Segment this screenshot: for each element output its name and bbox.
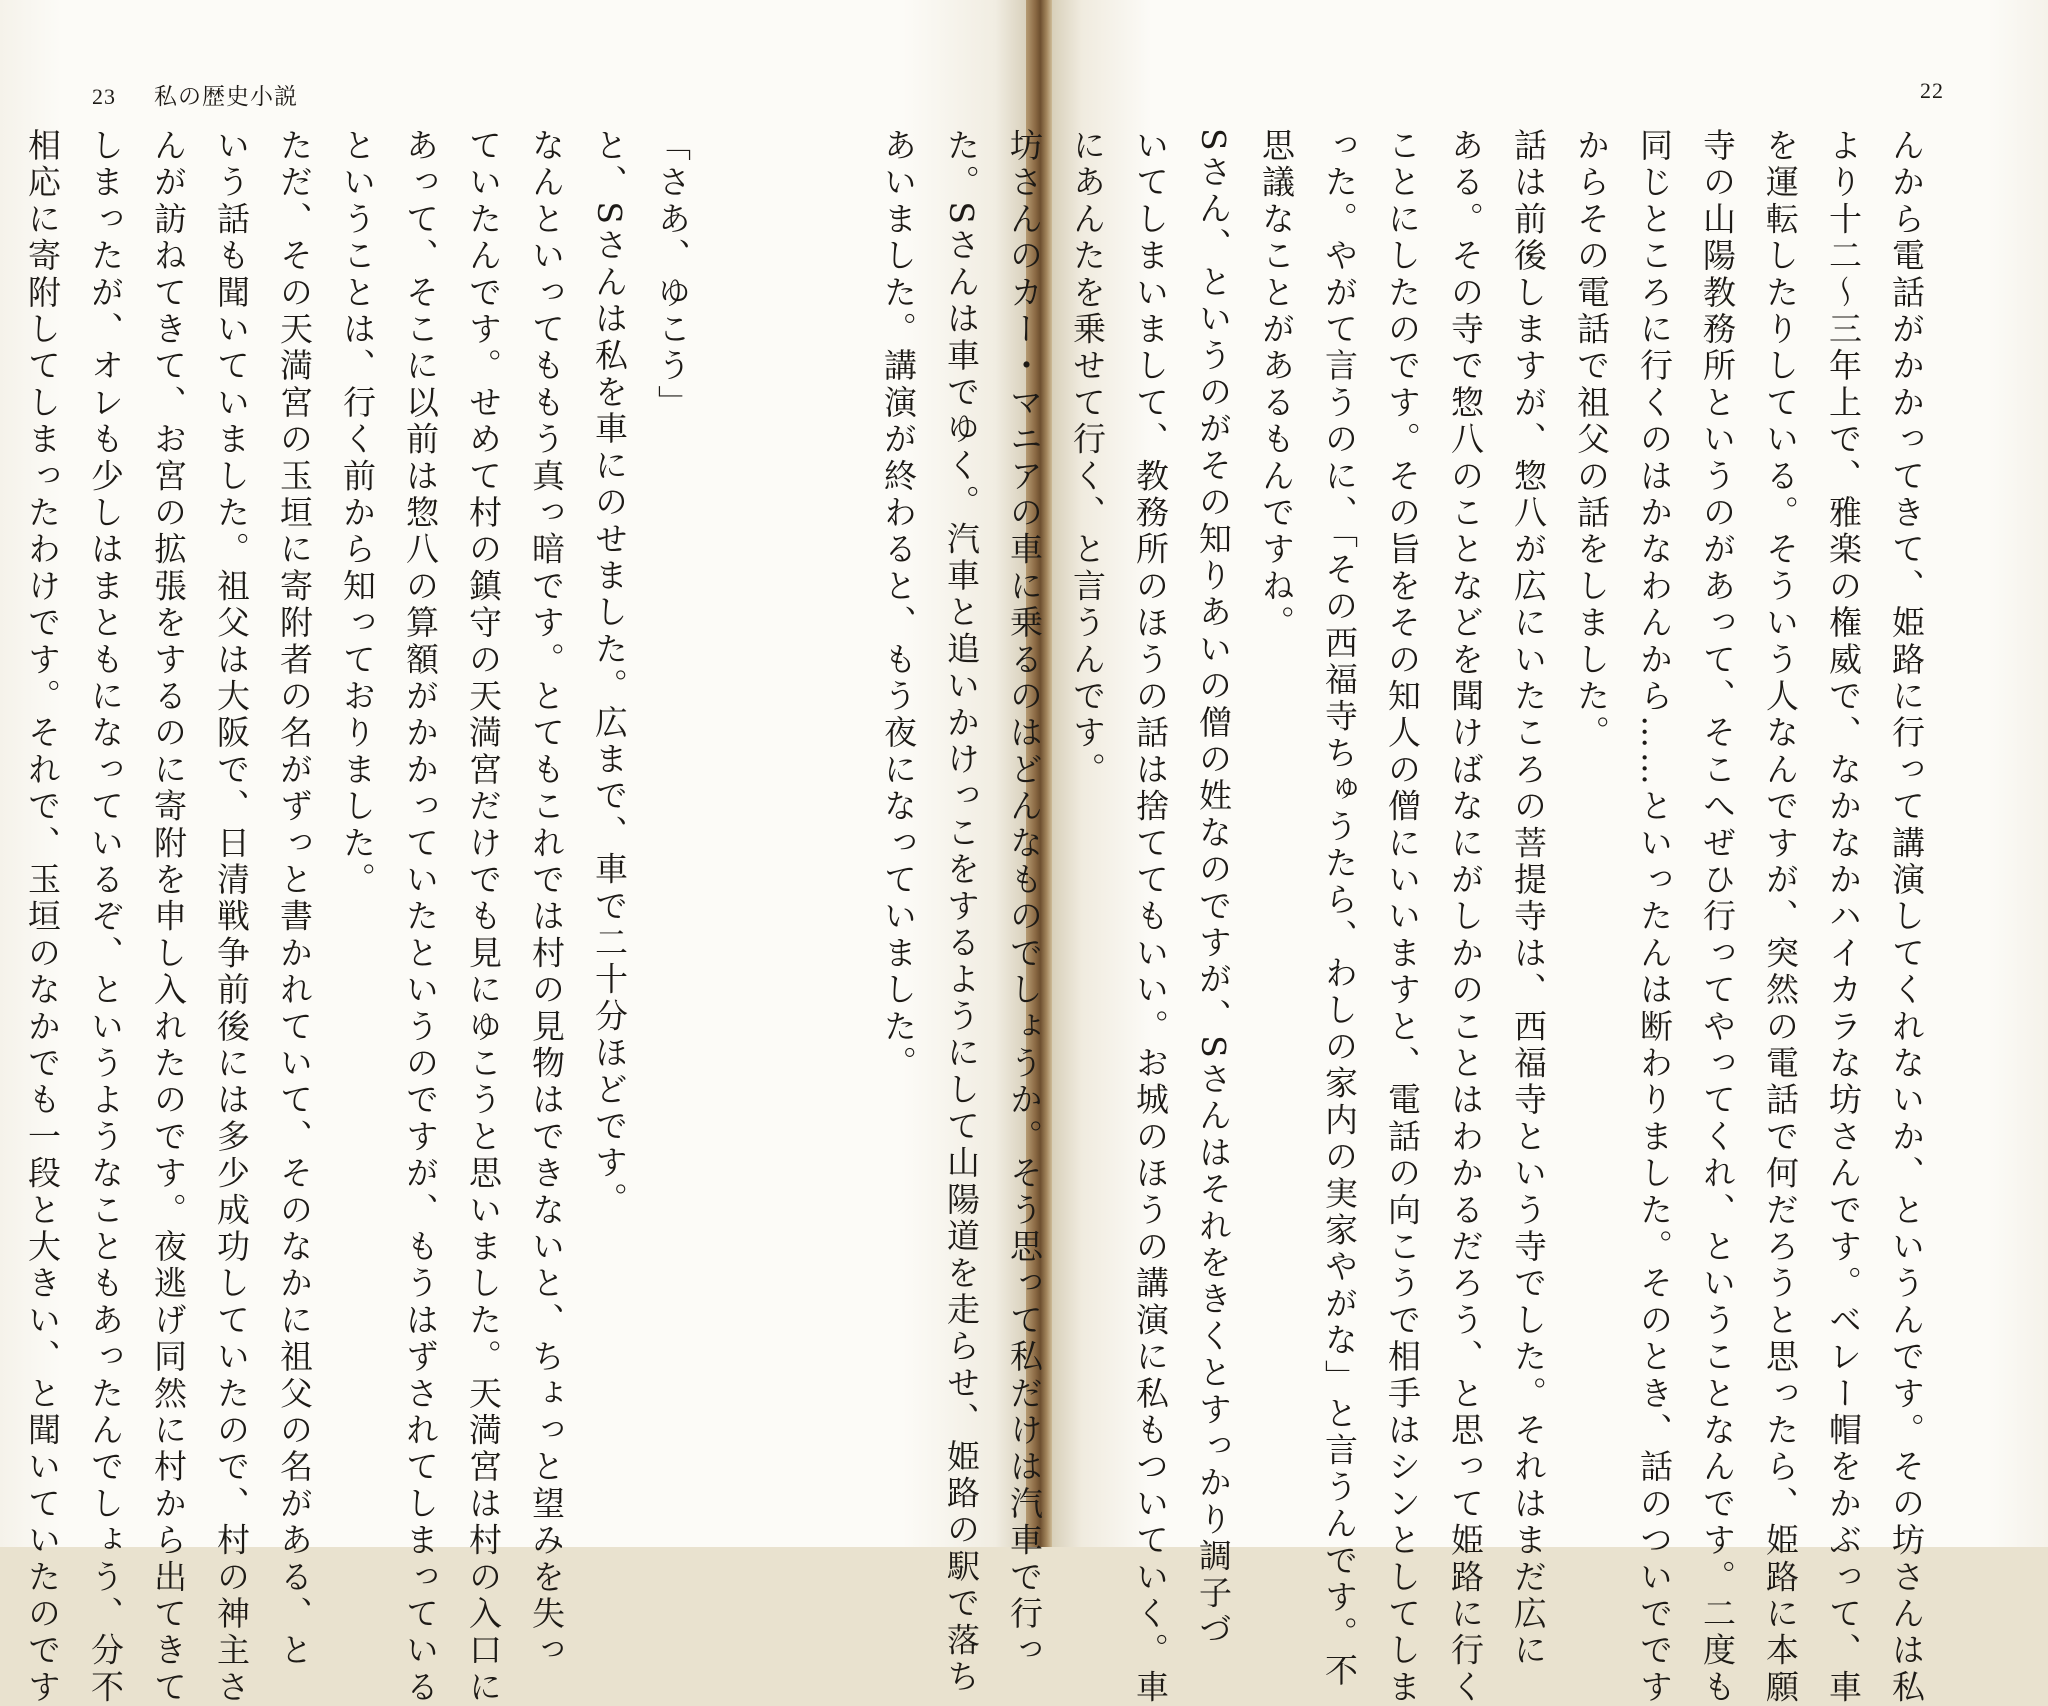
text-line: 寺の山陽教務所というのがあって、そこへぜひ行ってやってくれ、ということなんです。二度も xyxy=(1698,128,1737,1706)
left-page-number: 23 xyxy=(92,84,116,109)
text-line: 「さあ、ゆこう」 xyxy=(653,128,692,422)
text-line: 思議なことがあるもんですね。 xyxy=(1257,128,1296,642)
text-line: Sさん、というのがその知りあいの僧の姓なのですが、Sさんはそれをきくとすっかり調子づ xyxy=(1194,128,1233,1649)
text-line: にあんたを乗せて行く、と言うんです。 xyxy=(1068,128,1107,789)
text-line: いてしまいまして、教務所のほうの話は捨ててもいい。お城のほうの講演に私もついていく。車 xyxy=(1131,128,1170,1706)
text-line: ある。その寺で惣八のことなどを聞けばなにがしかのことはわかるだろう、と思って姫路に行く xyxy=(1446,128,1485,1706)
text-line: ということは、行く前から知っておりました。 xyxy=(338,128,377,899)
text-line xyxy=(0,128,11,1428)
text-line: ことにしたのです。その旨をその知人の僧にいいますと、電話の向こうで相手はシンとしてしま xyxy=(1383,128,1422,1706)
right-page-body xyxy=(879,128,1938,1706)
text-line: と、Sさんは私を車にのせました。広まで、車で二十分ほどです。 xyxy=(590,128,629,1219)
text-line: んが訪ねてきて、お宮の拡張をするのに寄附を申し入れたのです。夜逃げ同然に村から出てきて xyxy=(149,128,188,1706)
text-line: からその電話で祖父の話をしました。 xyxy=(1572,128,1611,752)
right-page-number: 22 xyxy=(1920,78,1944,103)
text-line: を運転したりしている。そういう人なんですが、突然の電話で何だろうと思ったら、姫路に本願 xyxy=(1761,128,1800,1706)
text-line: んから電話がかかってきて、姫路に行って講演してくれないか、というんです。その坊さんは私 xyxy=(1887,128,1926,1706)
text-line: より十二～三年上で、雅楽の権威で、なかなかハイカラな坊さんです。ベレー帽をかぶって、車 xyxy=(1824,128,1863,1706)
text-line: った。やがて言うのに、「その西福寺ちゅうたら、わしの家内の実家やがな」と言うんです。不 xyxy=(1320,128,1359,1690)
left-page-header xyxy=(92,78,298,111)
text-line: 相応に寄附してしまったわけです。それで、玉垣のなかでも一段と大きい、と聞いていたのです xyxy=(23,128,62,1706)
text-line: 同じところに行くのはかなわんから……といったんは断わりました。そのとき、話のついでです xyxy=(1635,128,1674,1706)
text-line: なんといってももう真っ暗です。とてもこれでは村の見物はできないと、ちょっと望みを失っ xyxy=(527,128,566,1670)
text-line: しまったが、オレも少しはまともになっているぞ、というようなこともあったんでしょう、分不 xyxy=(86,128,125,1706)
text-line: あいました。講演が終わると、もう夜になっていました。 xyxy=(879,128,918,1083)
running-title: 私の歴史小説 xyxy=(154,84,298,110)
text-line: ていたんです。せめて村の鎮守の天満宮だけでも見にゆこうと思いました。天満宮は村の入口に xyxy=(464,128,503,1706)
text-line: 坊さんのカー・マニアの車に乗るのはどんなものでしょうか。そう思って私だけは汽車で行っ xyxy=(1005,128,1044,1670)
text-line: あって、そこに以前は惣八の算額がかかっていたというのですが、もうはずされてしまっている xyxy=(401,128,440,1706)
left-page-body xyxy=(23,128,704,1706)
text-line: いう話も聞いていました。祖父は大阪で、日清戦争前後には多少成功していたので、村の神主さ xyxy=(212,128,251,1706)
text-line: ただ、その天満宮の玉垣に寄附者の名がずっと書かれていて、そのなかに祖父の名がある、と xyxy=(275,128,314,1670)
text-line: 話は前後しますが、惣八が広にいたころの菩提寺は、西福寺という寺でした。それはまだ広に xyxy=(1509,128,1548,1670)
right-page xyxy=(879,0,2048,1706)
text-line: た。Sさんは車でゆく。汽車と追いかけっこをするようにして山陽道を走らせ、姫路の駅で落ち xyxy=(942,128,981,1696)
right-page-header xyxy=(1920,78,1944,104)
